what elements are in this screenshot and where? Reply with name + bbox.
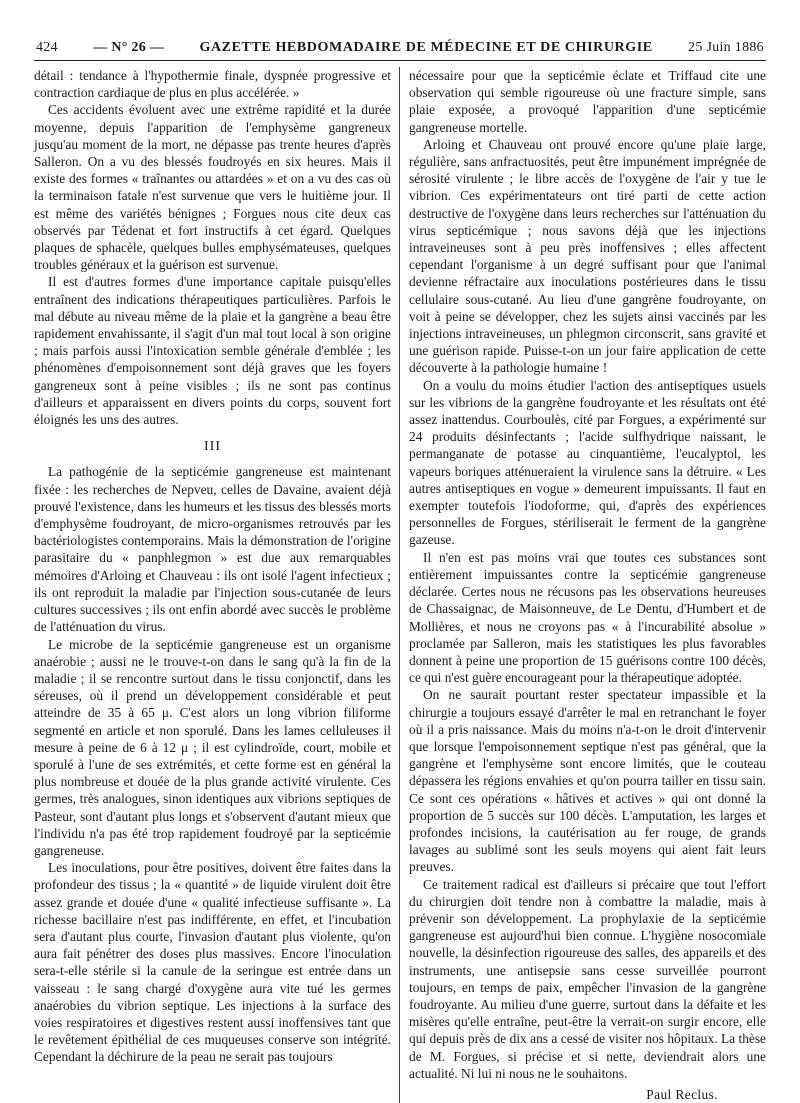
issue-number: — N° 26 — — [93, 40, 165, 55]
paragraph: Ce traitement radical est d'ailleurs si précaire que tout l'effort du chirurgien doit tendre non à combattre la maladie, mais à prévenir son développement. La prophylaxie de la septicémie gangreneuse est aujourd'hui bien connue. L'hygiène nosocomiale nouvelle, la désinfection rigoureuse des salles, des appareils et des instruments, une antisepsie sans cesse surveillée pourront toujours, en temps de paix, empêcher l'invasion de la gangrène foudroyante. Au milieu d'une guerre, surtout dans la défaite et les misères qu'elle entraîne, peut-être la verrait-on surgir encore, elle qui depuis près de dix ans a cessé de visiter nos hôpitaux. La thèse de M. Forgues, si précise et si nette, deviendrait alors une actualité. Ni lui ni nous ne le souhaitons. — [409, 876, 766, 1081]
article-body — [34, 67, 766, 1103]
paragraph: Arloing et Chauveau ont prouvé encore qu'une plaie large, régulière, sans anfractuosités, peut être impunément imprégnée de sérosité virulente ; le libre accès de l'oxygène de l'air y tue le vibrion. Ces expérimentateurs ont tiré parti de cette action destructive de l'oxygène dans leurs recherches sur l'atténuation du virus septicémique ; nous savons déjà que les injections intraveineuses sont à peu près inoffensives ; elles affectent cependant l'organisme à un degré suffisant pour que l'animal devienne réfractaire aux inoculations postérieures dans le tissu cellulaire sous-cutané. Au lieu d'une gangrène foudroyante, on voit à peine se développer, chez les sujets ainsi vaccinés par les injections intraveineuses, un phlegmon circonscrit, sans gravité et une guérison rapide. Puisse-t-on un jour faire application de cette découverte à la pathologie humaine ! — [409, 136, 766, 376]
paragraph: nécessaire pour que la septicémie éclate et Triffaud cite une observation qui semble rigoureuse où une fracture simple, sans plaie exposée, a provoqué l'apparition d'une septicémie gangreneuse mortelle. — [409, 68, 766, 135]
page-number: 424 — [36, 40, 58, 55]
paragraph: On a voulu du moins étudier l'action des antiseptiques usuels sur les vibrions de la gangrène foudroyante et les résultats ont été assez inattendus. Courboulès, cité par Forgues, a expérimenté sur 24 produits désinfectants ; l'acide sulfhydrique naissant, le permanganate de potasse au cinquantième, l'eucalyptol, les vapeurs boriques atténueraient la virulence sans la détruire. « Les autres antiseptiques en vogue » demeurent impuissants. Il faut en exempter toutefois l'iodoforme, qui, d'après des expériences personnelles de Forgues, stériliserait le ferment de la gangrène gazeuse. — [409, 377, 766, 548]
paragraph: La pathogénie de la septicémie gangreneuse est maintenant fixée : les recherches de Nepveu, celles de Davaine, avaient déjà prouvé l'existence, dans les humeurs et les tissus des blessés morts d'emphysème foudroyant, de micro-organismes retrouvés par les bactériologistes contemporains. Mais la démonstration de l'origine parasitaire du « panphlegmon » est due aux remarquables mémoires d'Arloing et Chauveau : ils ont isolé l'agent infectieux ; ils ont reproduit la maladie par l'injection sous-cutanée de leurs cultures successives ; ils ont enfin abordé avec succès le problème de l'atténuation du virus. — [34, 464, 391, 635]
paragraph: détail : tendance à l'hypothermie finale, dyspnée progressive et contraction cardiaque de plus en plus accélérée. » — [34, 68, 391, 101]
right-column — [400, 67, 766, 1103]
author-signature: Paul Reclus. — [646, 1086, 718, 1102]
paragraph: Il est d'autres formes d'une importance capitale puisqu'elles entraînent des indications thérapeutiques particulières. Parfois le mal débute au niveau même de la plaie et la gangrène a beau être rapidement envahissante, il s'agit d'un mal tout local à son origine ; mais parfois aussi l'intoxication semble générale d'emblée ; les phénomènes d'empoisonnement sont déjà graves que les foyers gangreneux sont à peine visibles ; ils ne sont pas continus d'ailleurs et apparaissent en divers points du corps, souvent fort éloignés les uns des autres. — [34, 274, 391, 428]
left-column — [34, 67, 400, 1103]
running-header — [34, 40, 766, 61]
issue-date: 25 Juin 1886 — [688, 40, 764, 55]
paragraph: Les inoculations, pour être positives, doivent être faites dans la profondeur des tissus ; la « quantité » de liquide virulent doit être assez grande et douée d'une « qualité infectieuse suffisante ». La richesse bacillaire n'est pas indifférente, en effet, et l'incubation sera d'autant plus courte, l'invasion d'autant plus violente, qu'on aura fait pénétrer des doses plus massives. Encore l'inoculation sera-t-elle stérile si la canule de la seringue est entrée dans un vaisseau : le sang chargé d'oxygène aura vite tué les germes anaérobies du vibrion septique. Les injections à la surface des voies respiratoires et digestives restent aussi inoffensives tant que le revêtement épithélial de ces muqueuses conserve son intégrité. Cependant la déchirure de la peau ne serait pas toujours — [34, 860, 391, 1065]
section-heading: III — [204, 439, 221, 455]
paragraph: Ces accidents évoluent avec une extrême rapidité et la durée moyenne, depuis l'apparition de l'emphysème gangreneux jusqu'au moment de la mort, ne dépasse pas trente heures d'après Salleron. On a vu des blessés foudroyés en six heures. Mais il existe des formes « traînantes ou attardées » et on a vu des cas où la terminaison fatale n'est survenue que vers le huitième jour. Il est même des variétés bénignes ; Forgues nous cite deux cas observés par Tédenat et fort instructifs à cet égard. Quelques plaques de sphacèle, quelques bulles emphysémateuses, quelques troubles généraux et la guérison est survenue. — [34, 102, 391, 273]
paragraph: Il n'en est pas moins vrai que toutes ces substances sont entièrement impuissantes contre la septicémie gangreneuse déclarée. Certes nous ne récusons pas les observations heureuses de Chassaignac, de Maisonneuve, de Le Dentu, d'Humbert et de Mollières, et nous ne croyons pas « à l'incurabilité absolue » proclamée par Salleron, mais les statistiques les plus favorables donnent à peine une proportion de 15 guérisons contre 100 décès, ce qui n'est guère encourageant pour la thérapeutique adoptée. — [409, 549, 766, 686]
journal-title: GAZETTE HEBDOMADAIRE DE MÉDECINE ET DE CHIRURGIE — [199, 40, 653, 55]
paragraph: Le microbe de la septicémie gangreneuse est un organisme anaérobie ; aussi ne le trouve-t-on dans le sang qu'à la fin de la maladie ; il se rencontre surtout dans le tissu conjonctif, dans les séreuses, où il prend un développement considérable et peut atteindre de 35 à 65 μ. C'est alors un long vibrion filiforme segmenté en article et non sporulé. Dans les lames celluleuses il mesure à peine de 6 à 12 μ ; il est cylindroïde, court, mobile et sporulé à l'une de ses extrémités, et cette forme est en général la plus nombreuse et douée de la plus grande activité virulente. Ces germes, très analogues, sinon identiques aux vibrions septiques de Pasteur, sont d'autant plus longs et s'observent d'autant mieux que l'individu n'a pas été trop rapidement foudroyé par la septicémie gangreneuse. — [34, 636, 391, 858]
paragraph: On ne saurait pourtant rester spectateur impassible et la chirurgie a toujours essayé d'arrêter le mal en retranchant le foyer où il a pris naissance. Mais du moins n'a-t-on le droit d'intervenir que lorsque l'empoisonnement septique n'est pas général, que la gangrène et l'emphysème sont encore limités, que le couteau dépassera les régions envahies et qu'on pourra tailler en tissu sain. Ce sont ces opérations « hâtives et actives » qui ont donné la proportion de 5 succès sur 100 décès. L'amputation, les larges et profondes incisions, la cautérisation au fer rouge, de grands lavages au sublimé sont les seuls moyens qui aient fait leurs preuves. — [409, 687, 766, 875]
